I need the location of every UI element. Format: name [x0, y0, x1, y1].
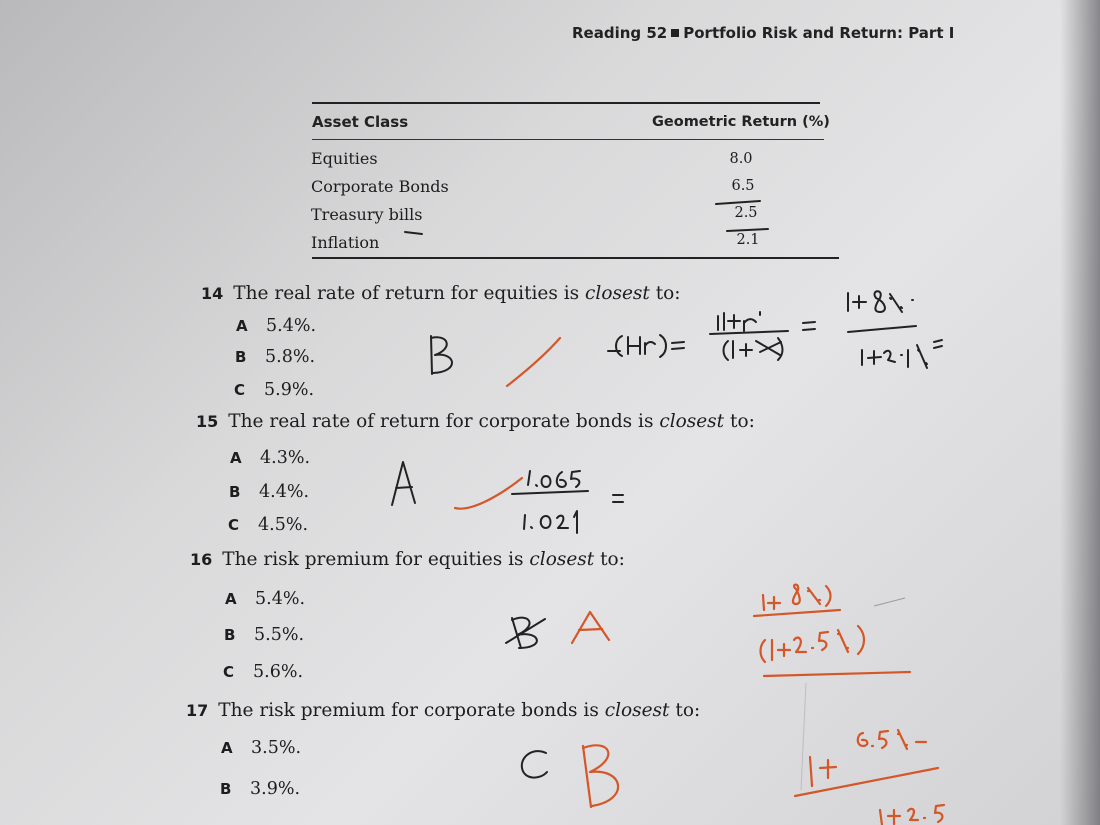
table-row-name: Treasury bills — [311, 205, 423, 224]
question-text: The risk premium for corporate bonds is — [218, 700, 605, 721]
option-letter: A — [230, 449, 242, 467]
option-17a — [221, 738, 301, 758]
option-letter: A — [221, 739, 233, 757]
table-row-name: Corporate Bonds — [311, 177, 449, 196]
option-letter: B — [224, 626, 236, 644]
table-row-name: Inflation — [311, 233, 380, 252]
question-17 — [186, 700, 700, 721]
question-text-end: to: — [669, 700, 701, 721]
option-text: 5.9%. — [264, 380, 315, 400]
question-16 — [190, 549, 625, 570]
question-text: The risk premium for equities is — [222, 549, 530, 570]
cut-off-option — [219, 818, 309, 825]
option-text: 5.4%. — [255, 589, 306, 609]
option-text: 4.4%. — [259, 482, 310, 502]
option-15b — [229, 482, 309, 502]
question-15 — [196, 411, 755, 432]
option-letter: A — [225, 590, 237, 608]
option-text: 5.8%. — [265, 347, 316, 367]
question-emphasis: closest — [604, 700, 670, 721]
option-letter: B — [220, 780, 232, 798]
option-text: 4.3%. — [260, 448, 311, 468]
option-text: 5.6%. — [253, 662, 304, 682]
table-top-rule — [312, 102, 820, 104]
question-emphasis: closest — [585, 283, 650, 304]
option-letter: B — [229, 483, 241, 501]
option-letter: C — [228, 516, 240, 534]
option-14a — [236, 316, 316, 336]
table-bottom-rule — [312, 257, 839, 259]
square-bullet-icon — [671, 29, 679, 37]
option-letter: B — [235, 348, 247, 366]
table-header-rule — [312, 139, 824, 140]
option-letter: C — [223, 663, 235, 681]
option-letter: C — [234, 381, 246, 399]
question-number: 16 — [190, 550, 213, 569]
table-row-value: 8.0 — [729, 151, 753, 167]
option-text: 4.5%. — [258, 515, 309, 535]
option-text: 5.4%. — [266, 316, 317, 336]
question-text: The real rate of return for corporate bonds is — [228, 411, 660, 432]
question-emphasis: closest — [529, 549, 595, 570]
reading-number: Reading 52 — [572, 24, 668, 42]
option-letter: A — [236, 317, 248, 335]
option-16b — [224, 625, 304, 645]
option-16c — [223, 662, 303, 682]
option-15a — [230, 448, 310, 468]
question-emphasis: closest — [659, 411, 725, 432]
question-number: 15 — [196, 412, 219, 431]
table-row-value: 6.5 — [731, 178, 755, 194]
option-16a — [225, 589, 305, 609]
question-text-end: to: — [649, 283, 681, 304]
table-row-value: 2.1 — [736, 232, 760, 248]
table-header-asset-class: Asset Class — [312, 113, 409, 131]
question-text-end: to: — [594, 549, 625, 570]
table-row-name: Equities — [311, 149, 378, 168]
option-15c — [228, 515, 308, 535]
option-text: 3.9%. — [250, 779, 301, 799]
option-text: 5.5%. — [254, 625, 305, 645]
question-text: The real rate of return for equities is — [233, 283, 586, 304]
question-number: 14 — [201, 284, 224, 303]
option-14c — [234, 380, 314, 400]
question-text-end: to: — [724, 411, 755, 432]
option-17b — [220, 779, 300, 799]
table-header-geometric-return: Geometric Return (%) — [652, 114, 830, 130]
reading-title: Portfolio Risk and Return: Part I — [683, 24, 955, 42]
option-14b — [235, 347, 315, 367]
option-text: 3.5%. — [251, 738, 302, 758]
table-row-value: 2.5 — [734, 205, 758, 221]
question-number: 17 — [186, 701, 209, 720]
question-14 — [201, 283, 681, 304]
page-header — [572, 24, 954, 42]
